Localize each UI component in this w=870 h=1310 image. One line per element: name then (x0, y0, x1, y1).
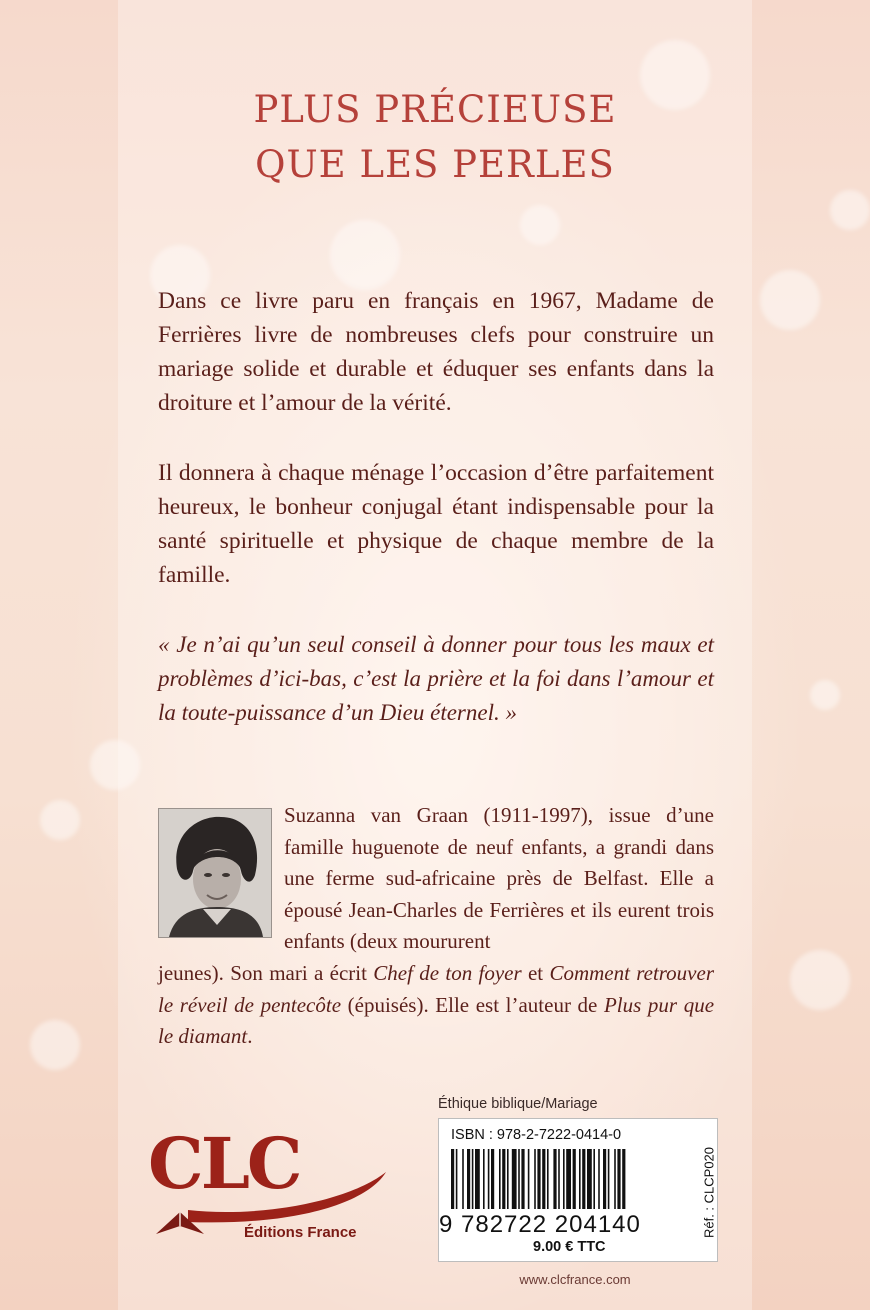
barcode-bar (512, 1149, 517, 1209)
barcode-bar (499, 1149, 501, 1209)
barcode-bar (579, 1149, 581, 1209)
bio-text: et (521, 961, 550, 985)
publisher-logo-text: CLC (148, 1122, 300, 1205)
barcode-bar (622, 1149, 625, 1209)
bokeh-light (30, 1020, 80, 1070)
price: 9.00 € TTC (533, 1239, 606, 1255)
book-title-3: Plus pur que le diamant (158, 992, 715, 1048)
book-title-2: Comment retrouver le réveil de pentecôte (158, 961, 714, 1017)
barcode-bar (488, 1149, 490, 1209)
isbn-number: ISBN : 978-2-7222-0414-0 (451, 1127, 622, 1143)
barcode-digits: 9 782722 204140 (439, 1211, 641, 1238)
bokeh-light (810, 680, 840, 710)
publisher-website: www.clcfrance.com (519, 1272, 631, 1287)
barcode-bar (614, 1149, 616, 1209)
barcode-box (438, 1118, 718, 1262)
barcode-bars (447, 1149, 703, 1213)
barcode-bar (617, 1149, 620, 1209)
publisher-logo-subtitle: Éditions France (244, 1224, 357, 1241)
book-category: Éthique biblique/Mariage (438, 1096, 598, 1112)
barcode-bar (502, 1149, 505, 1209)
barcode-bar (603, 1149, 606, 1209)
bio-text: jeunes). Son mari a écrit (158, 961, 374, 985)
barcode-bar (563, 1149, 565, 1209)
barcode-bar (456, 1149, 458, 1209)
barcode-bar (537, 1149, 540, 1209)
barcode-bar (573, 1149, 576, 1209)
bokeh-light (760, 270, 820, 330)
reference-code (701, 1125, 717, 1259)
barcode-bar (507, 1149, 509, 1209)
barcode-bar (582, 1149, 585, 1209)
barcode-bar (467, 1149, 470, 1209)
publisher-logo (148, 1122, 398, 1252)
barcode-bar (598, 1149, 600, 1209)
barcode-bar (472, 1149, 474, 1209)
barcode-bar (587, 1149, 592, 1209)
author-quote: « Je n’ai qu’un seul conseil à donner pour tous les maux et problèmes d’ici-bas, c’est la prière et la foi dans l’amour et la toute-puissance d’un Dieu éternel. » (158, 632, 714, 725)
title-line-1: PLUS PRÉCIEUSE (253, 88, 617, 131)
barcode-bar (518, 1149, 520, 1209)
barcode-bar (542, 1149, 545, 1209)
reference-code-text: Réf. : CLCP020 (701, 1146, 717, 1239)
author-photo (158, 808, 272, 938)
barcode-bar (491, 1149, 494, 1209)
barcode-bar (566, 1149, 571, 1209)
barcode-bar (451, 1149, 454, 1209)
barcode-bar (528, 1149, 530, 1209)
description-paragraph-1: Dans ce livre paru en français en 1967, Madame de Ferrières livre de nombreuses clefs pour construire un mariage solide et durable et éduquer ses enfants dans la droiture et l’amour de la vérité. (158, 288, 714, 416)
description-paragraph-2: Il donnera à chaque ménage l’occasion d’être parfaitement heureux, le bonheur conjugal étant indispensable pour la santé spirituelle et physique de chaque membre de la famille. (158, 460, 714, 588)
barcode-bar (475, 1149, 480, 1209)
barcode-bar (521, 1149, 524, 1209)
title-line-2: QUE LES PERLES (255, 143, 615, 186)
barcode-bar (462, 1149, 464, 1209)
barcode-bar (547, 1149, 549, 1209)
author-bio-beside-photo: Suzanna van Graan (1911-1997), issue d’une famille huguenote de neuf enfants, a grandi dans une ferme sud-africaine près de Belfast. Elle a épousé Jean-Charles de Ferrières et ils eurent trois enfants (deux moururent (284, 803, 714, 953)
barcode-bar (608, 1149, 610, 1209)
author-portrait-icon (159, 809, 271, 937)
bio-text: (épuisés). Elle est l’auteur de (341, 992, 604, 1017)
author-bio-continued (158, 958, 714, 1053)
barcode-bar (593, 1149, 595, 1209)
barcode-bar (558, 1149, 560, 1209)
bokeh-light (40, 800, 80, 840)
bio-text: . (247, 1024, 253, 1048)
barcode-bar (553, 1149, 556, 1209)
bokeh-light (790, 950, 850, 1010)
barcode-bar (534, 1149, 536, 1209)
barcode-bar (483, 1149, 485, 1209)
bokeh-light (830, 190, 870, 230)
book-title-1: Chef de ton foyer (373, 961, 522, 985)
